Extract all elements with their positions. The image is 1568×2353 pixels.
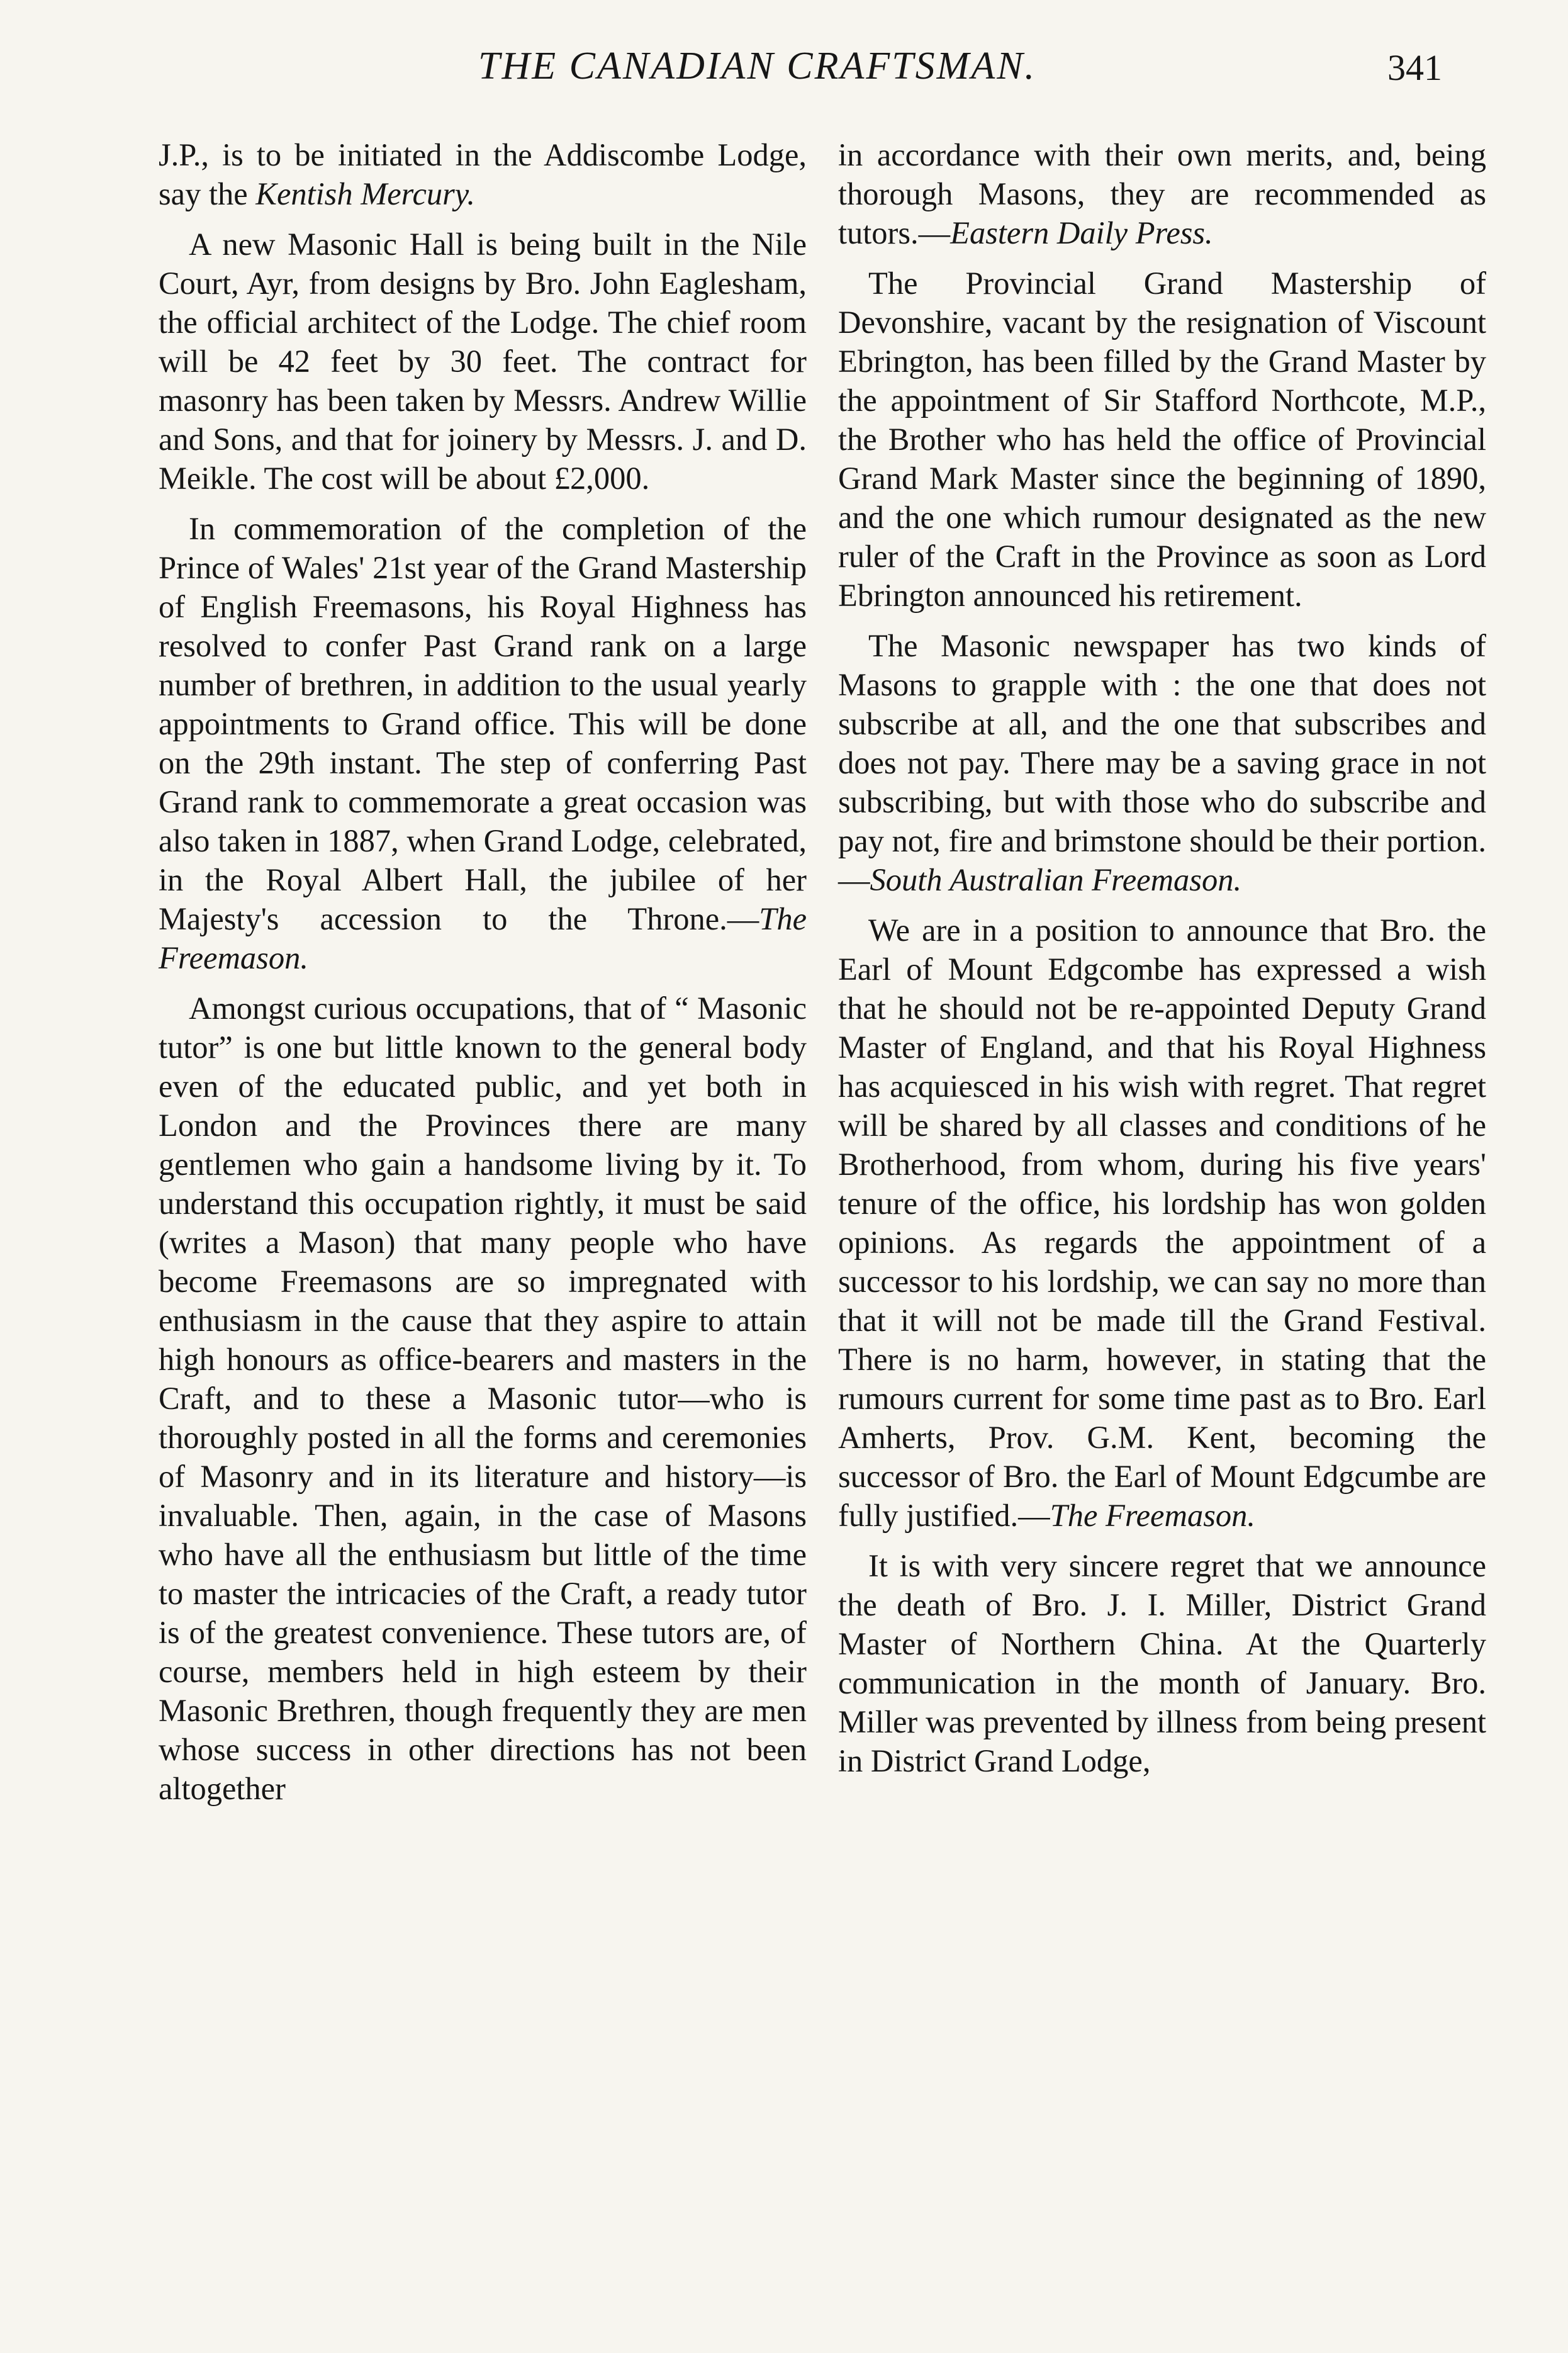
right-column: [838, 135, 1486, 1792]
source-credit: South Australian Freemason.: [870, 862, 1242, 897]
paragraph-addiscombe: J.P., is to be initiated in the Addiscombe Lodge, say the Kentish Mercury.: [159, 137, 807, 211]
paragraph-newspaper-subscribers: The Masonic newspaper has two kinds of Masons to grapple with : the one that does not subscribe at all, and the one that subscribes and does not pay. There may be a saving grace in not subscribing, but with those who do subscribe and pay not, fire and brimstone should be their portion.—South Australian Freemason.: [838, 628, 1486, 897]
source-credit: Eastern Daily Press.: [950, 215, 1213, 250]
paragraph-miller-death: It is with very sincere regret that we announce the death of Bro. J. I. Miller, District Grand Master of Northern China. At the Quarterly communication in the month of January. Bro. Miller was prevented by illness from being present in District Grand Lodge,: [838, 1548, 1486, 1778]
source-credit: The Freemason.: [159, 901, 807, 975]
paragraph-masonic-hall-ayr: A new Masonic Hall is being built in the Nile Court, Ayr, from designs by Bro. John Eaglesham, the official architect of the Lodge. The chief room will be 42 feet by 30 feet. The contract for masonry has been taken by Messrs. Andrew Willie and Sons, and that for joinery by Messrs. J. and D. Meikle. The cost will be about £2,000.: [159, 227, 807, 496]
source-credit: The Freemason.: [1050, 1498, 1255, 1533]
page-number: 341: [1387, 47, 1442, 88]
paragraph-past-grand-rank: In commemoration of the completion of the Prince of Wales' 21st year of the Grand Mastership of English Freemasons, his Royal Highness has resolved to confer Past Grand rank on a large number of brethren, in addition to the usual yearly appointments to Grand office. This will be done on the 29th instant. The step of conferring Past Grand rank to commemorate a great occasion was also taken in 1887, when Grand Lodge, celebrated, in the Royal Albert Hall, the jubilee of her Majesty's accession to the Throne.—The Freemason.: [159, 511, 807, 975]
left-column: [159, 135, 807, 1819]
paragraph-masonic-tutor: Amongst curious occupations, that of “ Masonic tutor” is one but little known to the general body even of the educated public, and yet both in London and the Provinces there are many gentlemen who gain a handsome living by it. To understand this occupation rightly, it must be said (writes a Mason) that many people who have become Freemasons are so impregnated with enthusiasm in the cause that they aspire to attain high honours as office-bearers and masters in the Craft, and to these a Masonic tutor—who is thoroughly posted in all the forms and ceremonies of Masonry and in its literature and history—is invaluable. Then, again, in the case of Masons who have all the enthusiasm but little of the time to master the intricacies of the Craft, a ready tutor is of the greatest convenience. These tutors are, of course, members held in high esteem by their Masonic Brethren, though frequently they are men whose success in other directions has not been altogether: [159, 991, 807, 1806]
paragraph-tutor-continued: in accordance with their own merits, and, being thorough Masons, they are recommended as tutors.—Eastern Daily Press.: [838, 137, 1486, 250]
page-header: [0, 44, 1568, 113]
source-credit: Kentish Mercury.: [255, 176, 476, 211]
paragraph-mount-edgcombe: We are in a position to announce that Bro. the Earl of Mount Edgcombe has expressed a wish that he should not be re-appointed Deputy Grand Master of England, and that his Royal Highness has acquiesced in his wish with regret. That regret will be shared by all classes and conditions of he Brotherhood, from whom, during his five years' tenure of the office, his lordship has won golden opinions. As regards the appointment of a successor to his lordship, we can say no more than that it will not be made till the Grand Festival. There is no harm, however, in stating that the rumours current for some time past as to Bro. Earl Amherts, Prov. G.M. Kent, becoming the successor of Bro. the Earl of Mount Edgcumbe are fully justified.—The Freemason.: [838, 913, 1486, 1533]
running-title: THE CANADIAN CRAFTSMAN.: [478, 45, 1037, 87]
paragraph-devonshire: The Provincial Grand Mastership of Devonshire, vacant by the resignation of Viscount Ebrington, has been filled by the Grand Master by the appointment of Sir Stafford Northcote, M.P., the Brother who has held the office of Provincial Grand Mark Master since the beginning of 1890, and the one which rumour designated as the new ruler of the Craft in the Province as soon as Lord Ebrington announced his retirement.: [838, 266, 1486, 613]
